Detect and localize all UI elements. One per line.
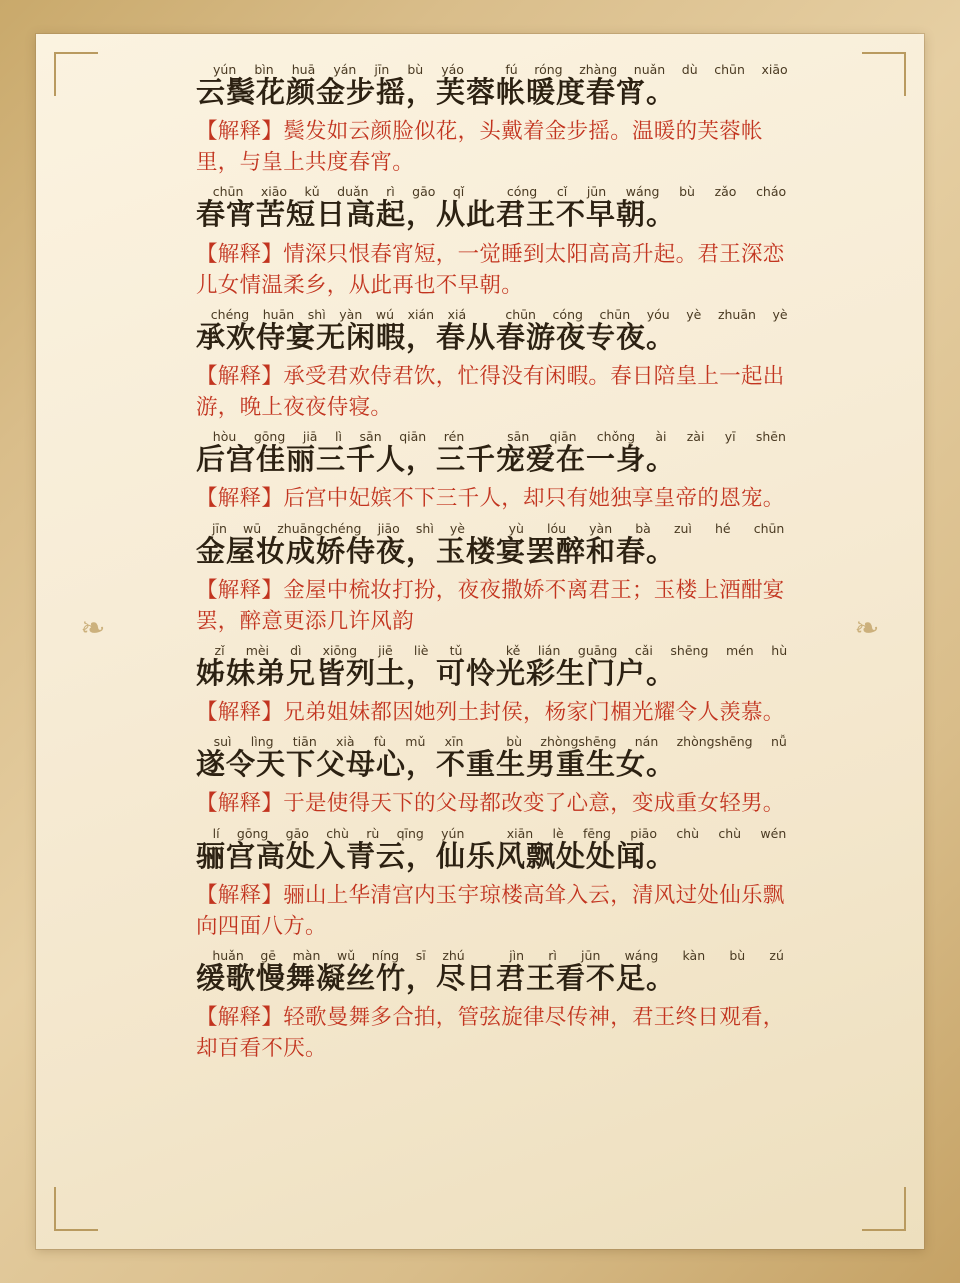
explanation-body: 于是使得天下的父母都改变了心意，变成重女轻男。 (283, 791, 785, 816)
pinyin-syllable: gāo (285, 825, 309, 841)
pinyin-syllable: jīn (212, 520, 227, 536)
pinyin-syllable: chǒng (596, 429, 636, 445)
pinyin-syllable: qiān (399, 429, 427, 445)
pinyin-syllable: zài (686, 429, 705, 445)
pinyin-syllable: mén (725, 643, 754, 659)
pinyin-syllable: shēn (755, 429, 786, 445)
pinyin-syllable: xià (335, 734, 355, 750)
stanza (196, 826, 796, 942)
pinyin-syllable: dì (290, 643, 302, 659)
pinyin-syllable: piāo (630, 825, 657, 841)
pinyin-syllable: hù (771, 643, 788, 659)
explanation-label: 【解释】 (196, 577, 284, 602)
pinyin-syllable: wáng (625, 184, 660, 200)
pinyin-syllable: huān (262, 306, 295, 322)
pinyin-syllable: chūn (599, 306, 631, 322)
pinyin-syllable: bà (635, 520, 651, 536)
pinyin-syllable: kǔ (304, 184, 320, 200)
explanation-text (196, 116, 796, 178)
verse-line: 承欢侍宴无闲暇，春从春游夜专夜。 (196, 321, 677, 354)
explanation-body: 情深只恨春宵短，一觉睡到太阳高高升起。君王深恋儿女情温柔乡，从此再也不早朝。 (196, 241, 785, 297)
explanation-body: 承受君欢侍君饮，忙得没有闲暇。春日陪皇上一起出游，晚上夜夜侍寝。 (196, 364, 785, 420)
explanation-label: 【解释】 (196, 364, 284, 389)
pinyin-syllable: mèi (245, 643, 270, 659)
explanation-text (196, 880, 796, 942)
pinyin-syllable: lì (335, 429, 342, 445)
stanza (196, 521, 796, 637)
pinyin-syllable: cóng (506, 184, 538, 200)
pinyin-syllable: jūn (581, 948, 601, 964)
pinyin-syllable: cháo (756, 184, 787, 200)
pinyin-syllable: màn (292, 948, 321, 964)
pinyin-syllable: qiān (549, 429, 577, 445)
pinyin-syllable: kě (505, 643, 521, 659)
pinyin-syllable: tǔ (449, 643, 463, 659)
explanation-label: 【解释】 (196, 1005, 284, 1030)
pinyin-syllable: bù (679, 184, 695, 200)
pinyin-syllable: suì (213, 734, 232, 750)
explanation-body: 轻歌曼舞多合拍，管弦旋律尽传神，君王终日观看，却百看不厌。 (196, 1005, 785, 1061)
frame-corner-bottom-left (54, 1187, 98, 1231)
pinyin-syllable: rén (443, 429, 465, 445)
pinyin-syllable: fēng (582, 825, 611, 841)
pinyin-syllable: gē (260, 948, 276, 964)
pinyin-syllable: hòu (212, 429, 237, 445)
pinyin-syllable: chù (718, 825, 742, 841)
verse-line: 后宫佳丽三千人，三千宠爱在一身。 (196, 444, 677, 477)
pinyin-syllable: fù (373, 734, 387, 750)
pinyin-syllable: yī (724, 429, 736, 445)
pinyin-syllable: lóu (547, 520, 567, 536)
pinyin-syllable: yè (772, 306, 788, 322)
pinyin-syllable: yún (441, 825, 465, 841)
pinyin-syllable: ài (655, 429, 667, 445)
explanation-text (196, 239, 796, 301)
pinyin-syllable: yún (213, 62, 237, 77)
frame-corner-top-left (54, 52, 98, 96)
pinyin-syllable: sān (359, 429, 382, 445)
verse-line: 姊妹弟兄皆列土，可怜光彩生门户。 (196, 658, 677, 691)
pinyin-syllable: cǐ (556, 184, 568, 200)
pinyin-syllable: wáng (624, 948, 659, 964)
pinyin-syllable: zǐ (214, 643, 225, 659)
explanation-text (196, 697, 796, 728)
verse-line: 缓歌慢舞凝丝竹，尽日君王看不足。 (196, 963, 677, 996)
pinyin-syllable: bù (729, 948, 746, 964)
pinyin-syllable: jiāo (377, 520, 400, 536)
stanza (196, 307, 796, 423)
pinyin-syllable: shì (307, 306, 326, 322)
explanation-body: 兄弟姐妹都因她列土封侯，杨家门楣光耀令人羡慕。 (283, 700, 785, 725)
pinyin-syllable: róng (534, 62, 563, 77)
verse-line: 骊宫高处入青云，仙乐风飘处处闻。 (196, 840, 677, 873)
pinyin-syllable: zhòngshēng (540, 734, 617, 750)
pinyin-syllable: zhòngshēng (676, 734, 753, 750)
pinyin-syllable: gōng (253, 429, 286, 445)
pinyin-syllable: xiāo (260, 184, 288, 200)
pinyin-syllable: yóu (646, 306, 670, 322)
explanation-body: 后宫中妃嫔不下三千人，却只有她独享皇帝的恩宠。 (283, 486, 785, 511)
poem-content (196, 62, 796, 1222)
explanation-body: 骊山上华清宫内玉宇琼楼高耸入云，清风过处仙乐飘向四面八方。 (196, 882, 785, 938)
pinyin-syllable: cǎi (634, 643, 653, 659)
pinyin-syllable: jīn (374, 62, 390, 77)
ornament-left-icon: ❧ (80, 612, 106, 645)
pinyin-syllable: chūn (505, 306, 536, 322)
verse-line: 云鬓花颜金步摇，芙蓉帐暖度春宵。 (196, 77, 677, 109)
pinyin-syllable: rù (366, 825, 380, 841)
explanation-label: 【解释】 (196, 700, 284, 725)
pinyin-syllable: lí (212, 825, 220, 841)
pinyin-syllable: yè (686, 306, 702, 322)
pinyin-syllable: xīn (444, 734, 464, 750)
explanation-body: 金屋中梳妆打扮，夜夜撒娇不离君王；玉楼上酒酣宴罢，醉意更添几许风韵 (196, 577, 785, 633)
pinyin-syllable: dù (681, 62, 698, 77)
pinyin-syllable: rì (386, 184, 395, 200)
pinyin-syllable: xián (407, 306, 435, 322)
pinyin-syllable: yè (449, 520, 465, 536)
pinyin-syllable: yán (333, 62, 357, 77)
explanation-text (196, 1002, 796, 1064)
pinyin-syllable: níng (371, 948, 400, 964)
pinyin-syllable: lìng (250, 734, 274, 750)
pinyin-syllable: zhuāngchéng (277, 520, 362, 536)
stanza (196, 184, 796, 300)
pinyin-syllable: mǔ (405, 734, 426, 750)
pinyin-syllable: chūn (714, 62, 745, 77)
pinyin-syllable: qīng (396, 825, 424, 841)
pinyin-syllable: nán (634, 734, 659, 750)
pinyin-syllable: sī (415, 948, 426, 964)
pinyin-syllable: xiān (506, 825, 534, 841)
pinyin-syllable: jūn (586, 184, 607, 200)
pinyin-syllable: wén (760, 825, 787, 841)
stanza (196, 643, 796, 728)
pinyin-syllable: lè (552, 825, 564, 841)
explanation-text (196, 788, 796, 819)
pinyin-syllable: jiē (378, 643, 393, 659)
pinyin-syllable: xiōng (322, 643, 358, 659)
pinyin-syllable: yàn (339, 306, 363, 322)
pinyin-syllable: rì (548, 948, 557, 964)
pinyin-syllable: zǎo (714, 184, 737, 200)
pinyin-syllable: bù (506, 734, 523, 750)
pinyin-syllable: lián (537, 643, 561, 659)
explanation-text (196, 483, 796, 514)
pinyin-syllable: duǎn (337, 184, 369, 200)
pinyin-syllable: huā (291, 62, 316, 77)
verse-line: 遂令天下父母心，不重生男重生女。 (196, 749, 677, 782)
verse-line: 金屋妆成娇侍夜，玉楼宴罢醉和春。 (196, 535, 677, 568)
pinyin-syllable: zhú (442, 948, 465, 964)
pinyin-syllable: chéng (210, 306, 250, 322)
stanza (196, 429, 796, 514)
explanation-text (196, 361, 796, 423)
pinyin-syllable: hé (715, 520, 731, 536)
frame-corner-top-right (862, 52, 906, 96)
pinyin-syllable: huǎn (212, 948, 244, 964)
explanation-text (196, 575, 796, 637)
pinyin-syllable: nǚ (770, 734, 787, 750)
stanza (196, 948, 796, 1064)
pinyin-syllable: jiā (302, 429, 318, 445)
explanation-body: 鬓发如云颜脸似花，头戴着金步摇。温暖的芙蓉帐里，与皇上共度春宵。 (196, 119, 763, 175)
pinyin-syllable: nuǎn (633, 62, 666, 77)
stanza (196, 62, 796, 178)
explanation-label: 【解释】 (196, 119, 284, 144)
frame-corner-bottom-right (862, 1187, 906, 1231)
pinyin-syllable: tiān (292, 734, 317, 750)
pinyin-syllable: bìn (254, 62, 274, 77)
explanation-label: 【解释】 (196, 241, 284, 266)
pinyin-syllable: yáo (441, 62, 464, 77)
pinyin-syllable: cóng (552, 306, 583, 322)
pinyin-syllable: yàn (589, 520, 613, 536)
pinyin-syllable: chūn (212, 184, 244, 200)
explanation-label: 【解释】 (196, 882, 284, 907)
stanza (196, 734, 796, 819)
pinyin-syllable: guāng (577, 643, 618, 659)
pinyin-syllable: fú (505, 62, 518, 77)
explanation-label: 【解释】 (196, 791, 284, 816)
pinyin-syllable: jìn (509, 948, 525, 964)
pinyin-syllable: xiá (447, 306, 467, 322)
pinyin-syllable: wū (242, 520, 262, 536)
pinyin-syllable: wǔ (337, 948, 356, 964)
pinyin-syllable: wú (375, 306, 395, 322)
pinyin-syllable: sān (507, 429, 530, 445)
pinyin-syllable: zuì (673, 520, 692, 536)
pinyin-syllable: kàn (682, 948, 706, 964)
pinyin-syllable: bù (407, 62, 424, 77)
pinyin-syllable: zú (769, 948, 784, 964)
pinyin-syllable: yù (508, 520, 524, 536)
pinyin-syllable: gōng (236, 825, 269, 841)
pinyin-syllable: liè (413, 643, 429, 659)
pinyin-syllable: qǐ (452, 184, 465, 200)
explanation-label: 【解释】 (196, 486, 284, 511)
pinyin-syllable: chù (676, 825, 700, 841)
pinyin-syllable: xiāo (761, 62, 788, 77)
ornament-right-icon: ❧ (854, 612, 880, 645)
pinyin-syllable: chūn (753, 520, 785, 536)
verse-line: 春宵苦短日高起，从此君王不早朝。 (196, 199, 677, 232)
pinyin-syllable: gāo (412, 184, 436, 200)
pinyin-syllable: shēng (670, 643, 709, 659)
pinyin-syllable: zhàng (579, 62, 618, 77)
poem-page (36, 34, 924, 1249)
pinyin-syllable: chù (326, 825, 349, 841)
pinyin-syllable: shì (415, 520, 434, 536)
pinyin-syllable: zhuān (717, 306, 756, 322)
